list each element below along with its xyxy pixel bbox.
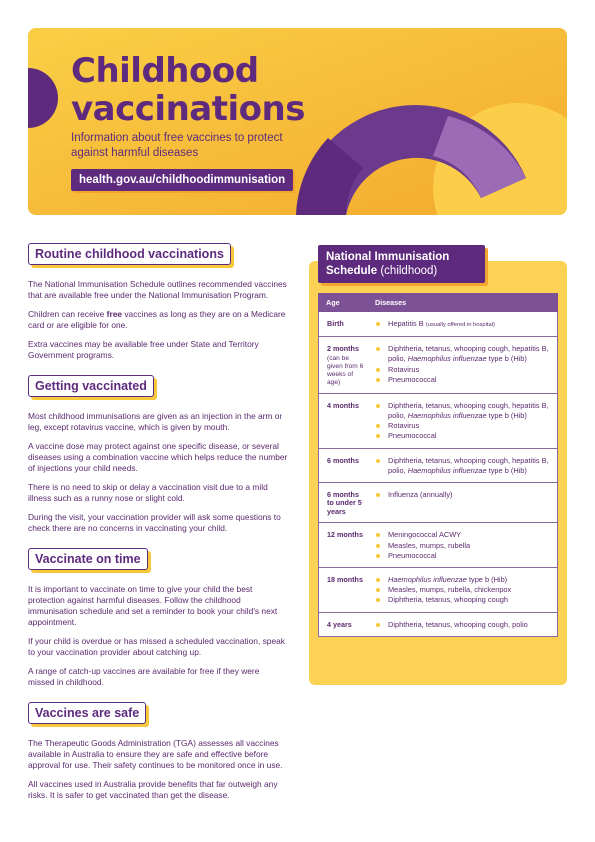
table-row bbox=[318, 483, 558, 524]
paragraph: If your child is overdue or has missed a scheduled vaccination, speak to your vaccination provider about catching up. bbox=[28, 636, 285, 657]
schedule-title bbox=[318, 245, 485, 283]
section-routine bbox=[28, 243, 288, 361]
row-age bbox=[319, 568, 367, 612]
row-diseases bbox=[367, 613, 557, 636]
age-label: 4 months bbox=[327, 400, 359, 410]
header-diseases: Diseases bbox=[375, 298, 407, 307]
paragraph: All vaccines used in Australia provide benefits that far outweigh any risks. It is safer to get vaccinated than get the disease. bbox=[28, 779, 278, 800]
row-diseases bbox=[367, 312, 557, 336]
row-diseases bbox=[367, 523, 557, 567]
paragraph: A range of catch-up vaccines are available for free if they were missed in childhood. bbox=[28, 666, 260, 687]
section-heading: Vaccines are safe bbox=[28, 702, 146, 724]
table-row bbox=[318, 337, 558, 394]
disease-item: Diphtheria, tetanus, whooping cough, polio bbox=[376, 620, 553, 630]
title-line-1: Childhood bbox=[71, 51, 259, 91]
disease-item: Meningococcal ACWY bbox=[376, 530, 553, 540]
table-row bbox=[318, 613, 558, 637]
schedule-table bbox=[318, 293, 558, 637]
age-label: 12 months bbox=[327, 530, 363, 540]
row-diseases bbox=[367, 337, 557, 393]
disease-item: Influenza (annually) bbox=[376, 490, 553, 500]
table-row bbox=[318, 312, 558, 337]
paragraph: The Therapeutic Goods Administration (TGA) assesses all vaccines available in Australia to ensure they are safe and effective before approval for use. Their safety continues to be monitored once in use. bbox=[28, 738, 283, 770]
paragraph: Children can receive free vaccines as long as they are on a Medicare card or are eligible for one. bbox=[28, 309, 286, 330]
table-row bbox=[318, 568, 558, 613]
table-row bbox=[318, 449, 558, 483]
disease-item: Diphtheria, tetanus, whooping cough, hepatitis B, polio, Haemophilus influenzae type b (Hib) bbox=[376, 401, 553, 421]
row-diseases bbox=[367, 394, 557, 448]
section-vaccinate-on-time bbox=[28, 548, 288, 688]
age-label: Birth bbox=[327, 319, 344, 328]
header-age: Age bbox=[326, 298, 340, 307]
section-heading: Routine childhood vaccinations bbox=[28, 243, 231, 265]
schedule-title-bold: National Immunisation Schedule bbox=[326, 251, 450, 277]
section-heading: Getting vaccinated bbox=[28, 375, 154, 397]
schedule-title-rest: (childhood) bbox=[380, 265, 438, 277]
disease-item: Diphtheria, tetanus, whooping cough bbox=[376, 595, 553, 605]
row-age bbox=[319, 613, 367, 636]
paragraph: It is important to vaccinate on time to give your child the best protection against harmful diseases. Follow the childhood immunisation schedule and set a reminder to book your child's next appointment. bbox=[28, 584, 278, 627]
row-age bbox=[319, 394, 367, 448]
table-row bbox=[318, 394, 558, 449]
age-label: 18 months bbox=[327, 575, 363, 585]
age-label: 4 years bbox=[327, 619, 352, 629]
paragraph: During the visit, your vaccination provider will ask some questions to check there are no concerns in vaccinating your child. bbox=[28, 512, 281, 533]
section-getting-vaccinated bbox=[28, 375, 288, 534]
row-diseases bbox=[367, 449, 557, 482]
disease-item: Pneumococcal bbox=[376, 375, 553, 385]
row-age bbox=[319, 483, 367, 523]
table-body bbox=[318, 312, 558, 637]
paragraph: The National Immunisation Schedule outlines recommended vaccines that are available free under the National Immunisation Program. bbox=[28, 279, 287, 300]
disease-item: Diphtheria, tetanus, whooping cough, hepatitis B, polio, Haemophilus influenzae type b (Hib) bbox=[376, 456, 553, 476]
row-age bbox=[319, 449, 367, 482]
paragraph: A vaccine dose may protect against one specific disease, or several diseases using a combination vaccine which helps reduce the number of injections your child needs. bbox=[28, 441, 288, 473]
age-note: (can be given from 6 weeks of age) bbox=[327, 354, 364, 386]
title-line-2: vaccinations bbox=[71, 89, 305, 129]
paragraph: Extra vaccines may be available free under State and Territory Government programs. bbox=[28, 339, 259, 360]
disease-item: Rotavirus bbox=[376, 421, 553, 431]
disease-item: Measles, mumps, rubella bbox=[376, 541, 553, 551]
disease-item: Pneumococcal bbox=[376, 431, 553, 441]
table-row bbox=[318, 523, 558, 568]
row-age bbox=[319, 523, 367, 567]
hero-subtitle: Information about free vaccines to protect against harmful diseases bbox=[71, 132, 283, 159]
table-header bbox=[318, 293, 558, 312]
disease-item: Pneumococcal bbox=[376, 551, 553, 561]
disease-item: Hepatitis B (usually offered in hospital) bbox=[376, 319, 553, 330]
disease-item: Rotavirus bbox=[376, 365, 553, 375]
row-diseases bbox=[367, 483, 557, 523]
row-age bbox=[319, 312, 367, 336]
disease-item: Measles, mumps, rubella, chickenpox bbox=[376, 585, 553, 595]
row-diseases bbox=[367, 568, 557, 612]
info-column bbox=[28, 243, 288, 801]
hero-banner bbox=[28, 28, 567, 215]
age-label: 6 months to under 5 years bbox=[327, 489, 362, 516]
paragraph: Most childhood immunisations are given as an injection in the arm or leg, except rotavirus vaccine, which is given by mouth. bbox=[28, 411, 283, 432]
page-title bbox=[71, 52, 305, 128]
age-label: 2 months bbox=[327, 344, 359, 354]
website-link[interactable]: health.gov.au/childhoodimmunisation bbox=[71, 169, 293, 191]
age-label: 6 months bbox=[327, 455, 359, 465]
disease-item: Haemophilus influenzae type b (Hib) bbox=[376, 575, 553, 585]
row-age bbox=[319, 337, 367, 393]
section-heading: Vaccinate on time bbox=[28, 548, 148, 570]
paragraph: There is no need to skip or delay a vaccination visit due to a mild illness such as a runny nose or slight cold. bbox=[28, 482, 268, 503]
disease-item: Diphtheria, tetanus, whooping cough, hepatitis B, polio, Haemophilus influenzae type b (Hib) bbox=[376, 344, 553, 364]
section-vaccines-safe bbox=[28, 702, 288, 801]
